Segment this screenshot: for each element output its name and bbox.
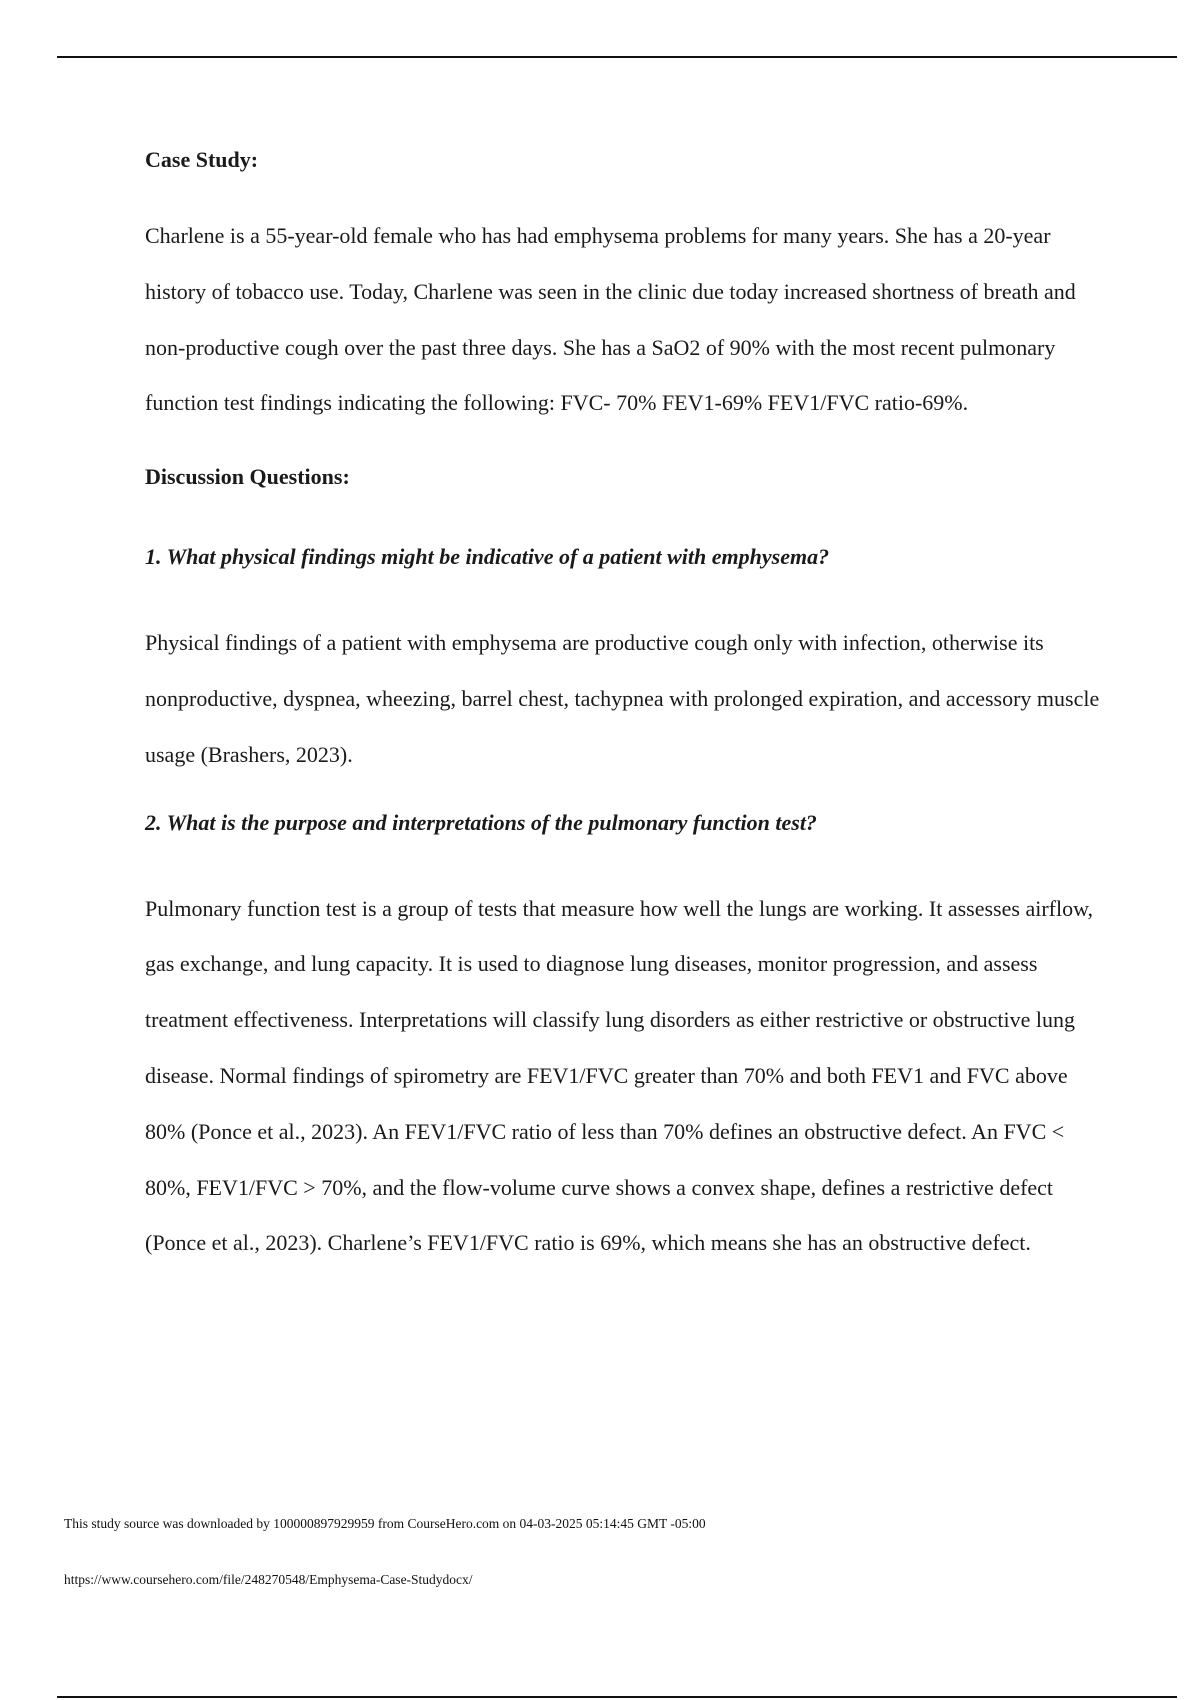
- question-1: 1. What physical findings might be indicative of a patient with emphysema?: [145, 544, 830, 570]
- question-2: 2. What is the purpose and interpretations of the pulmonary function test?: [145, 809, 817, 835]
- answer-1: Physical findings of a patient with emphysema are productive cough only with infection, otherwise its nonproductive, dyspnea, wheezing, barrel chest, tachypnea with prolonged expiration, and accessory muscle usage (Brashers, 2023).: [145, 630, 1100, 767]
- top-rule: [57, 56, 1177, 58]
- case-study-paragraph: Charlene is a 55-year-old female who has had emphysema problems for many years. She has a 20-year history of tobacco use. Today, Charlene was seen in the clinic due today increased shortness of breath and non-productive cough over the past three days. She has a SaO2 of 90% with the most recent pulmonary function test findings indicating the following: FVC- 70% FEV1-69% FEV1/FVC ratio-69%.: [145, 223, 1076, 416]
- case-study-heading: Case Study:: [145, 147, 259, 172]
- source-url[interactable]: https://www.coursehero.com/file/248270548/Emphysema-Case-Studydocx/: [64, 1572, 473, 1587]
- answer-2: Pulmonary function test is a group of tests that measure how well the lungs are working. It assesses airflow, gas exchange, and lung capacity. It is used to diagnose lung diseases, monitor progression, and assess treatment effectiveness. Interpretations will classify lung disorders as either restrictive or obstructive lung disease. Normal findings of spirometry are FEV1/FVC greater than 70% and both FEV1 and FVC above 80% (Ponce et al., 2023). An FEV1/FVC ratio of less than 70% defines an obstructive defect. An FVC < 80%, FEV1/FVC > 70%, and the flow-volume curve shows a convex shape, defines a restrictive defect (Ponce et al., 2023). Charlene’s FEV1/FVC ratio is 69%, which means she has an obstructive defect.: [145, 895, 1094, 1256]
- discussion-heading: Discussion Questions:: [145, 464, 350, 490]
- download-notice: This study source was downloaded by 100000897929959 from CourseHero.com on 04-03-2025 05:14:45 GMT -05:00: [64, 1516, 706, 1531]
- document-body: [145, 140, 1105, 1271]
- bottom-rule: [57, 1696, 1177, 1698]
